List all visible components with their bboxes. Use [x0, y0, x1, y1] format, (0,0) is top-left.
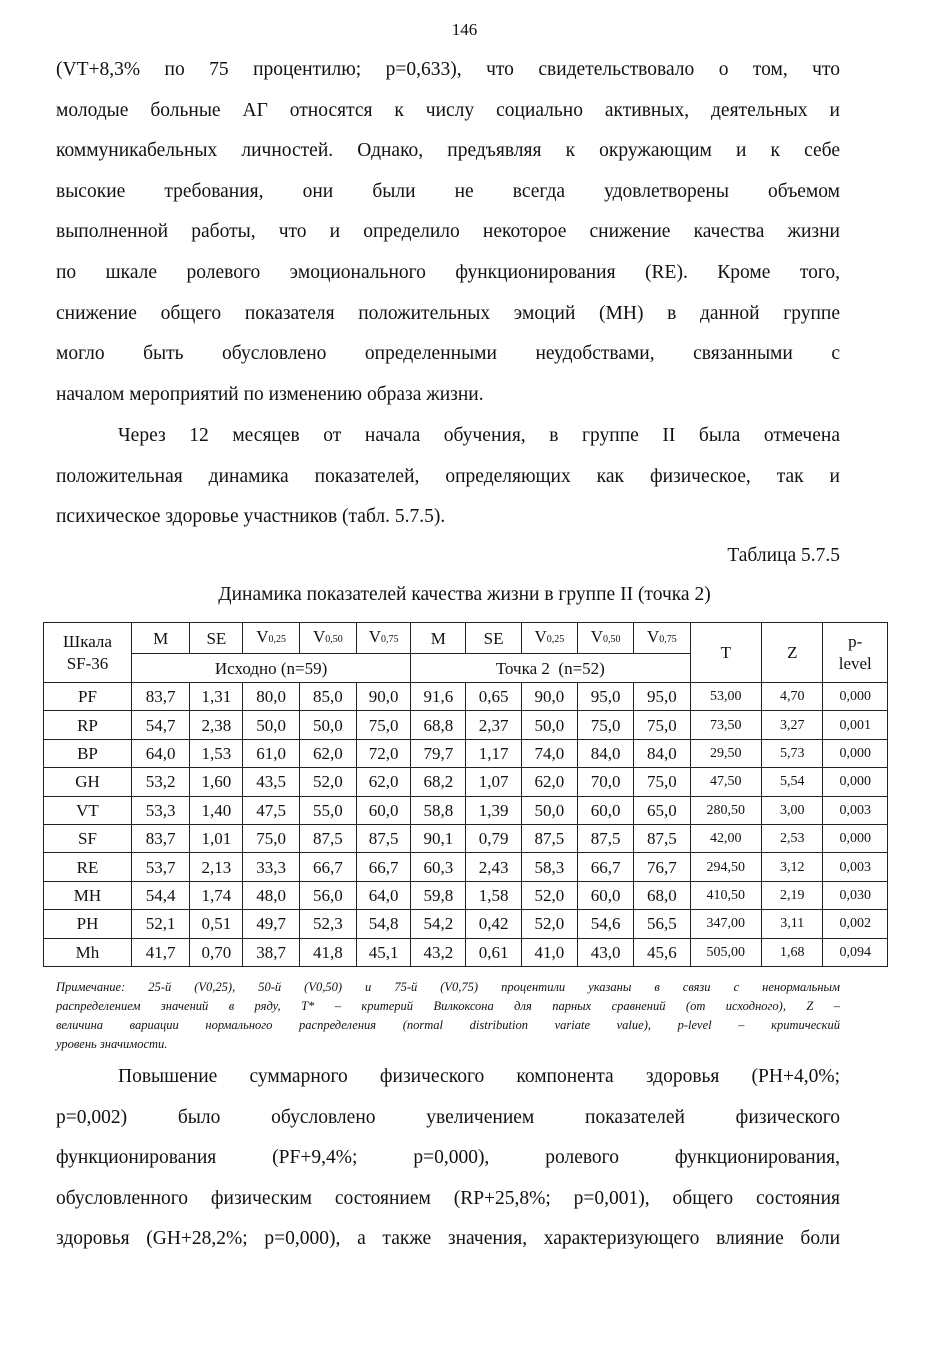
value-cell: 33,3	[243, 853, 299, 881]
value-cell: 61,0	[243, 739, 299, 767]
value-cell: 75,0	[634, 711, 690, 739]
value-cell: 66,7	[357, 853, 411, 881]
text-line: обусловленного физическим состоянием (RP+25,8%; р=0,001), общего состояния	[56, 1187, 840, 1209]
paragraph-1	[56, 50, 840, 415]
value-cell: 50,0	[243, 711, 299, 739]
value-cell: 2,19	[762, 881, 823, 909]
value-cell: 1,74	[190, 881, 243, 909]
value-cell: 1,07	[466, 768, 521, 796]
value-cell: 75,0	[634, 768, 690, 796]
col-se-point2: SE	[466, 623, 521, 654]
value-cell: 75,0	[357, 711, 411, 739]
value-cell: 62,0	[521, 768, 577, 796]
value-cell: 0,000	[823, 768, 888, 796]
value-cell: 64,0	[131, 739, 189, 767]
value-cell: 60,3	[411, 853, 466, 881]
value-cell: 4,70	[762, 683, 823, 711]
value-cell: 91,6	[411, 683, 466, 711]
value-cell: 54,4	[131, 881, 189, 909]
scale-name-cell: PH	[44, 910, 132, 938]
value-cell: 0,030	[823, 881, 888, 909]
value-cell: 83,7	[131, 683, 189, 711]
paragraph-3	[56, 1057, 840, 1260]
value-cell: 347,00	[690, 910, 762, 938]
value-cell: 60,0	[577, 881, 633, 909]
table-row	[44, 910, 888, 938]
value-cell: 95,0	[634, 683, 690, 711]
value-cell: 75,0	[243, 824, 299, 852]
value-cell: 43,5	[243, 768, 299, 796]
value-cell: 53,2	[131, 768, 189, 796]
value-cell: 280,50	[690, 796, 762, 824]
col-v75-point2: V0,75	[634, 623, 690, 654]
value-cell: 294,50	[690, 853, 762, 881]
value-cell: 45,1	[357, 938, 411, 966]
value-cell: 2,43	[466, 853, 521, 881]
value-cell: 68,0	[634, 881, 690, 909]
value-cell: 43,0	[577, 938, 633, 966]
value-cell: 80,0	[243, 683, 299, 711]
table-title: Динамика показателей качества жизни в группе II (точка 2)	[218, 584, 711, 605]
scale-name-cell: VT	[44, 796, 132, 824]
value-cell: 1,58	[466, 881, 521, 909]
value-cell: 66,7	[299, 853, 356, 881]
value-cell: 58,3	[521, 853, 577, 881]
scale-name-cell: BP	[44, 739, 132, 767]
value-cell: 2,13	[190, 853, 243, 881]
value-cell: 75,0	[577, 711, 633, 739]
table-row	[44, 711, 888, 739]
value-cell: 0,42	[466, 910, 521, 938]
col-z: Z	[762, 623, 823, 683]
scale-name-cell: Mh	[44, 938, 132, 966]
value-cell: 0,094	[823, 938, 888, 966]
text-line: р=0,002) было обусловлено увеличением показателей физического	[56, 1106, 840, 1128]
note-line: величина вариации нормального распределения (normal distribution variate value), p-level – критический	[56, 1018, 840, 1032]
value-cell: 62,0	[357, 768, 411, 796]
value-cell: 3,00	[762, 796, 823, 824]
table-label: Таблица 5.7.5	[727, 545, 840, 566]
text-line: коммуникабельных личностей. Однако, предъявляя к окружающим и к себе	[56, 140, 840, 162]
value-cell: 59,8	[411, 881, 466, 909]
value-cell: 52,3	[299, 910, 356, 938]
value-cell: 3,12	[762, 853, 823, 881]
table-row	[44, 739, 888, 767]
value-cell: 52,0	[299, 768, 356, 796]
value-cell: 29,50	[690, 739, 762, 767]
value-cell: 52,0	[521, 910, 577, 938]
value-cell: 38,7	[243, 938, 299, 966]
group-baseline: Исходно (n=59)	[131, 654, 410, 683]
value-cell: 2,37	[466, 711, 521, 739]
value-cell: 76,7	[634, 853, 690, 881]
value-cell: 2,38	[190, 711, 243, 739]
value-cell: 68,2	[411, 768, 466, 796]
text-line: Через 12 месяцев от начала обучения, в группе II была отмечена	[118, 425, 840, 446]
text-line: могло быть обусловлено определенными неудобствами, связанными с	[56, 343, 840, 365]
note-line: распределением значений в ряду, T* – критерий Вилкоксона для парных сравнений (от исходного), Z –	[56, 999, 840, 1013]
value-cell: 95,0	[577, 683, 633, 711]
col-m-point2: M	[411, 623, 466, 654]
value-cell: 70,0	[577, 768, 633, 796]
value-cell: 84,0	[634, 739, 690, 767]
value-cell: 50,0	[521, 711, 577, 739]
value-cell: 68,8	[411, 711, 466, 739]
col-se-baseline: SE	[190, 623, 243, 654]
value-cell: 505,00	[690, 938, 762, 966]
value-cell: 87,5	[357, 824, 411, 852]
value-cell: 0,003	[823, 853, 888, 881]
col-m-baseline: M	[131, 623, 189, 654]
scale-name-cell: RE	[44, 853, 132, 881]
value-cell: 60,0	[577, 796, 633, 824]
value-cell: 85,0	[299, 683, 356, 711]
value-cell: 90,1	[411, 824, 466, 852]
table-row	[44, 683, 888, 711]
col-v75-baseline: V0,75	[357, 623, 411, 654]
value-cell: 0,51	[190, 910, 243, 938]
value-cell: 72,0	[357, 739, 411, 767]
value-cell: 50,0	[299, 711, 356, 739]
scale-name-cell: MH	[44, 881, 132, 909]
scale-header-line: Шкала	[63, 631, 112, 651]
scale-name-cell: SF	[44, 824, 132, 852]
value-cell: 65,0	[634, 796, 690, 824]
page-number: 146	[451, 20, 478, 39]
value-cell: 0,001	[823, 711, 888, 739]
value-cell: 45,6	[634, 938, 690, 966]
value-cell: 87,5	[521, 824, 577, 852]
value-cell: 79,7	[411, 739, 466, 767]
value-cell: 87,5	[634, 824, 690, 852]
value-cell: 3,27	[762, 711, 823, 739]
value-cell: 73,50	[690, 711, 762, 739]
value-cell: 47,5	[243, 796, 299, 824]
col-v25-baseline: V0,25	[243, 623, 299, 654]
table-row	[44, 881, 888, 909]
value-cell: 1,53	[190, 739, 243, 767]
table-row	[44, 796, 888, 824]
value-cell: 1,39	[466, 796, 521, 824]
scale-header-line: SF-36	[66, 653, 109, 673]
value-cell: 0,000	[823, 683, 888, 711]
value-cell: 0,79	[466, 824, 521, 852]
value-cell: 1,01	[190, 824, 243, 852]
text-line: положительная динамика показателей, определяющих как физическое, так и	[56, 465, 840, 487]
text-line: молодые больные АГ относятся к числу социально активных, деятельных и	[56, 99, 840, 121]
text-line: здоровья (GH+28,2%; р=0,000), а также значения, характеризующего влияние боли	[56, 1228, 840, 1250]
text-line: функционирования (PF+9,4%; р=0,000), ролевого функционирования,	[56, 1147, 840, 1169]
value-cell: 42,00	[690, 824, 762, 852]
col-v25-point2: V0,25	[521, 623, 577, 654]
value-cell: 5,54	[762, 768, 823, 796]
scale-name-cell: RP	[44, 711, 132, 739]
col-p-level: p- level	[823, 623, 888, 683]
value-cell: 53,00	[690, 683, 762, 711]
value-cell: 54,6	[577, 910, 633, 938]
value-cell: 54,7	[131, 711, 189, 739]
value-cell: 0,70	[190, 938, 243, 966]
value-cell: 47,50	[690, 768, 762, 796]
value-cell: 54,8	[357, 910, 411, 938]
text-line: высокие требования, они были не всегда удовлетворены объемом	[56, 180, 840, 202]
value-cell: 3,11	[762, 910, 823, 938]
table-row	[44, 938, 888, 966]
value-cell: 43,2	[411, 938, 466, 966]
note-line: уровень значимости.	[56, 1037, 168, 1051]
value-cell: 90,0	[357, 683, 411, 711]
value-cell: 410,50	[690, 881, 762, 909]
scale-header	[44, 623, 132, 683]
value-cell: 55,0	[299, 796, 356, 824]
value-cell: 54,2	[411, 910, 466, 938]
value-cell: 84,0	[577, 739, 633, 767]
text-line: (VT+8,3% по 75 процентилю; р=0,633), что свидетельствовало о том, что	[56, 59, 840, 80]
text-line: выполненной работы, что и определило некоторое снижение качества жизни	[56, 221, 840, 243]
value-cell: 52,0	[521, 881, 577, 909]
value-cell: 66,7	[577, 853, 633, 881]
value-cell: 2,53	[762, 824, 823, 852]
value-cell: 52,1	[131, 910, 189, 938]
value-cell: 41,8	[299, 938, 356, 966]
value-cell: 83,7	[131, 824, 189, 852]
value-cell: 87,5	[577, 824, 633, 852]
value-cell: 1,40	[190, 796, 243, 824]
value-cell: 74,0	[521, 739, 577, 767]
value-cell: 64,0	[357, 881, 411, 909]
scale-name-cell: PF	[44, 683, 132, 711]
table-row	[44, 824, 888, 852]
value-cell: 56,0	[299, 881, 356, 909]
text-line: снижение общего показателя положительных эмоций (МН) в данной группе	[56, 302, 840, 324]
value-cell: 90,0	[521, 683, 577, 711]
value-cell: 0,000	[823, 824, 888, 852]
value-cell: 1,17	[466, 739, 521, 767]
value-cell: 87,5	[299, 824, 356, 852]
value-cell: 1,68	[762, 938, 823, 966]
value-cell: 49,7	[243, 910, 299, 938]
col-t: T	[690, 623, 762, 683]
col-v50-baseline: V0,50	[299, 623, 356, 654]
table-row	[44, 768, 888, 796]
value-cell: 0,61	[466, 938, 521, 966]
value-cell: 48,0	[243, 881, 299, 909]
note-line: Примечание: 25-й (V0,25), 50-й (V0,50) и 75-й (V0,75) процентили указаны в связи с ненормальным	[56, 980, 840, 994]
text-line: Повышение суммарного физического компонента здоровья (PH+4,0%;	[118, 1066, 840, 1087]
value-cell: 1,31	[190, 683, 243, 711]
value-cell: 0,000	[823, 739, 888, 767]
table-row	[44, 853, 888, 881]
value-cell: 56,5	[634, 910, 690, 938]
value-cell: 58,8	[411, 796, 466, 824]
text-line: началом мероприятий по изменению образа жизни.	[56, 383, 484, 405]
value-cell: 0,002	[823, 910, 888, 938]
value-cell: 0,65	[466, 683, 521, 711]
value-cell: 62,0	[299, 739, 356, 767]
table-note	[56, 978, 840, 1054]
value-cell: 60,0	[357, 796, 411, 824]
group-point2: Точка 2 (n=52)	[411, 654, 690, 683]
value-cell: 53,7	[131, 853, 189, 881]
quality-of-life-table	[43, 622, 888, 967]
value-cell: 41,7	[131, 938, 189, 966]
value-cell: 41,0	[521, 938, 577, 966]
col-v50-point2: V0,50	[577, 623, 633, 654]
table-body	[44, 683, 888, 967]
scale-name-cell: GH	[44, 768, 132, 796]
paragraph-2	[56, 416, 840, 538]
text-line: по шкале ролевого эмоционального функционирования (RE). Кроме того,	[56, 261, 840, 283]
value-cell: 5,73	[762, 739, 823, 767]
value-cell: 53,3	[131, 796, 189, 824]
text-line: психическое здоровье участников (табл. 5.7.5).	[56, 506, 446, 528]
value-cell: 1,60	[190, 768, 243, 796]
value-cell: 50,0	[521, 796, 577, 824]
value-cell: 0,003	[823, 796, 888, 824]
